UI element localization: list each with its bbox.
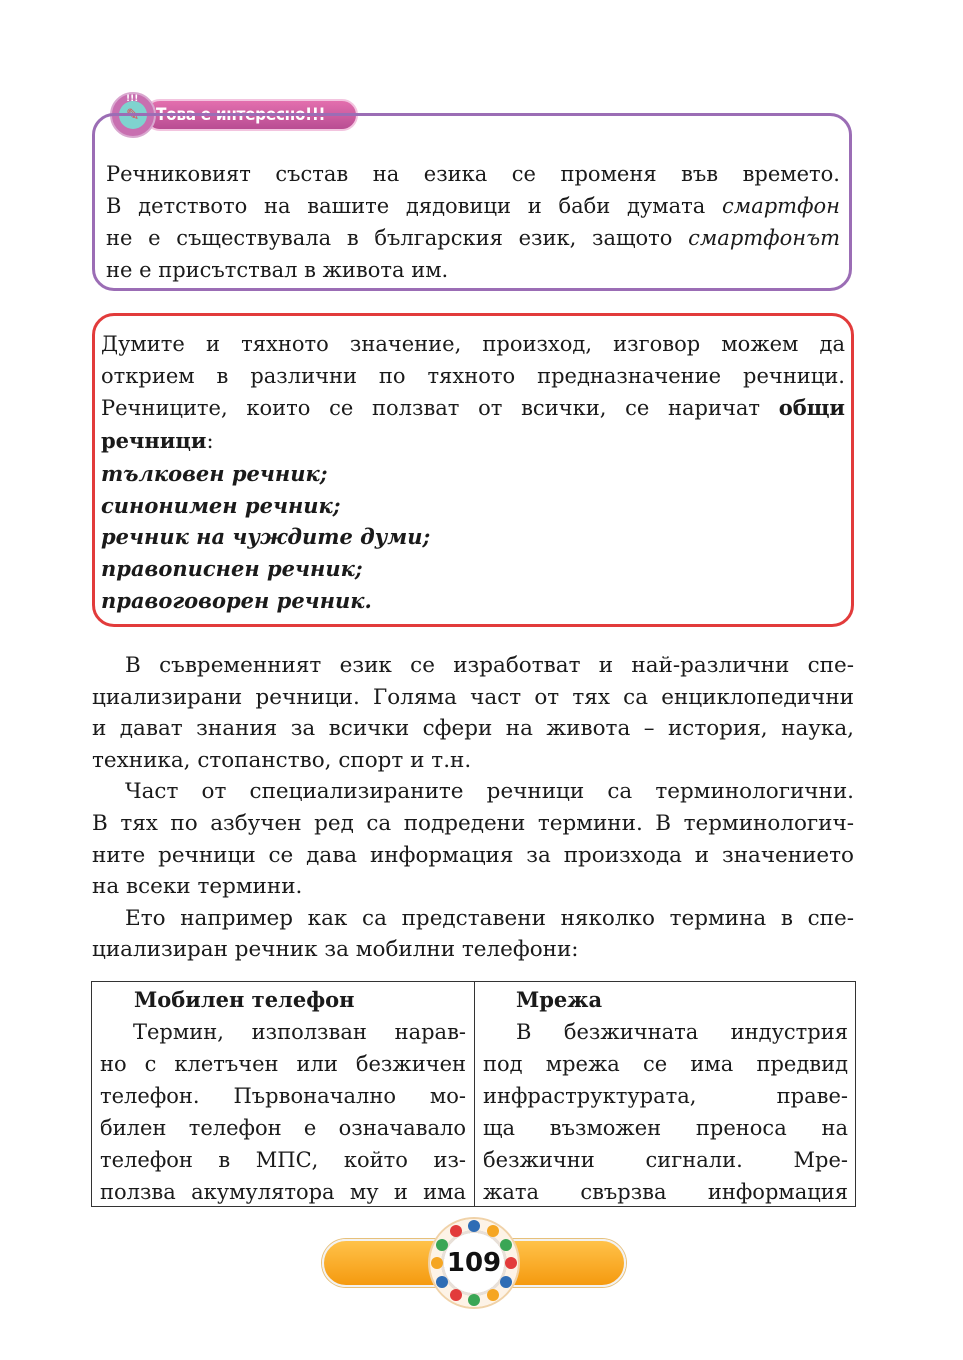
text-run: общи bbox=[778, 395, 845, 421]
text-line: Част от специализираните речници са терминологични. bbox=[125, 779, 854, 805]
dictionary-type-item: тълковен речник; bbox=[101, 460, 328, 486]
text-line bbox=[101, 392, 845, 425]
dictionary-type-item: речник на чуждите думи; bbox=[101, 524, 431, 550]
text-line: на всеки термини. bbox=[92, 874, 303, 900]
text-line: но с клетъчен или безжичен bbox=[100, 1052, 466, 1076]
table-column-network bbox=[483, 984, 848, 1208]
text-run: смартфон bbox=[722, 194, 840, 218]
paragraph bbox=[92, 776, 854, 902]
text-run: не е присътствал в живота им. bbox=[106, 258, 449, 282]
text-run: не е съществувала в българския език, защото bbox=[106, 226, 689, 250]
dictionaries-list bbox=[101, 458, 845, 617]
text-line: Ето например как са представени няколко термина в спе- bbox=[125, 905, 854, 931]
ornament-dot bbox=[450, 1225, 462, 1237]
text-line bbox=[106, 254, 840, 286]
text-line: циализирани речници. Голяма част от тях са енциклопедични bbox=[92, 684, 854, 710]
text-line: безжични сигнали. Мре- bbox=[483, 1148, 848, 1172]
term-definition bbox=[100, 1016, 466, 1208]
text-run: : bbox=[206, 429, 214, 454]
text-line: ползва акумулятора му и има bbox=[100, 1180, 466, 1204]
text-run: Речниковият състав на езика се променя във времето. bbox=[106, 162, 840, 186]
ornament-dot bbox=[450, 1289, 462, 1301]
ornament-dot bbox=[487, 1225, 499, 1237]
ornament-dot bbox=[468, 1294, 480, 1306]
paragraph bbox=[92, 903, 854, 966]
text-line: В съвременният език се изработват и най-различни спе- bbox=[125, 653, 854, 678]
page-number: 109 bbox=[446, 1248, 502, 1278]
term-heading: Мрежа bbox=[516, 987, 603, 1012]
dictionary-type-item: синонимен речник; bbox=[101, 492, 341, 518]
text-run: смартфонът bbox=[688, 226, 840, 250]
text-line: В безжичната индустрия bbox=[516, 1020, 848, 1044]
text-line bbox=[101, 329, 845, 361]
text-line bbox=[101, 425, 845, 458]
text-run: открием в различни по тяхното предназначение речници. bbox=[101, 363, 845, 388]
badge-marks: !!! bbox=[126, 94, 139, 104]
interesting-text bbox=[106, 158, 840, 286]
term-heading: Мобилен телефон bbox=[134, 987, 355, 1012]
ornament-dot bbox=[468, 1220, 480, 1232]
text-line bbox=[106, 158, 840, 190]
badge-label: Това е интересно!!! bbox=[156, 105, 326, 125]
text-line: телефон. Първоначално мо- bbox=[100, 1084, 466, 1108]
paragraph bbox=[92, 650, 854, 776]
text-run: Думите и тяхното значение, произход, изговор можем да bbox=[101, 332, 845, 356]
table-column-mobile-phone bbox=[100, 984, 466, 1208]
text-line: и дават знания за всички сфери на живота – история, наука, bbox=[92, 716, 854, 742]
term-definition bbox=[483, 1016, 848, 1208]
lightbulb-icon: ✎ bbox=[126, 105, 140, 124]
text-line: билен телефон е означавало bbox=[100, 1116, 466, 1140]
text-line: циализиран речник за мобилни телефони: bbox=[92, 937, 579, 963]
text-run: речници bbox=[101, 428, 207, 454]
text-run: Речниците, които се ползват от всички, се наричат bbox=[101, 396, 779, 421]
term-table bbox=[91, 981, 856, 1207]
dictionary-type-item: правописнен речник; bbox=[101, 555, 363, 581]
text-line bbox=[106, 222, 840, 254]
dictionaries-intro bbox=[101, 329, 845, 458]
text-run: В детството на вашите дядовици и баби думата bbox=[106, 194, 723, 218]
text-line: ните речници се дава информация за произхода и значението bbox=[92, 842, 854, 868]
text-line: ща възможен преноса на bbox=[483, 1116, 848, 1140]
text-line: жата свързва информация bbox=[483, 1180, 848, 1204]
dictionary-type-item: правоговорен речник. bbox=[101, 587, 372, 613]
text-line: Термин, използван нарав- bbox=[133, 1020, 466, 1044]
text-line bbox=[101, 361, 845, 393]
dictionaries-text bbox=[101, 329, 845, 616]
text-line: В тях по азбучен ред са подредени термини. В терминологич- bbox=[92, 810, 854, 836]
text-line bbox=[106, 190, 840, 222]
body-text bbox=[92, 650, 854, 966]
text-line: техника, стопанство, спорт и т.н. bbox=[92, 747, 472, 773]
table-divider bbox=[474, 982, 475, 1206]
ornament-dot bbox=[487, 1289, 499, 1301]
text-line: телефон в МПС, който из- bbox=[100, 1148, 466, 1172]
text-line: инфраструктурата, праве- bbox=[483, 1084, 848, 1108]
text-line: под мрежа се има предвид bbox=[483, 1052, 848, 1076]
